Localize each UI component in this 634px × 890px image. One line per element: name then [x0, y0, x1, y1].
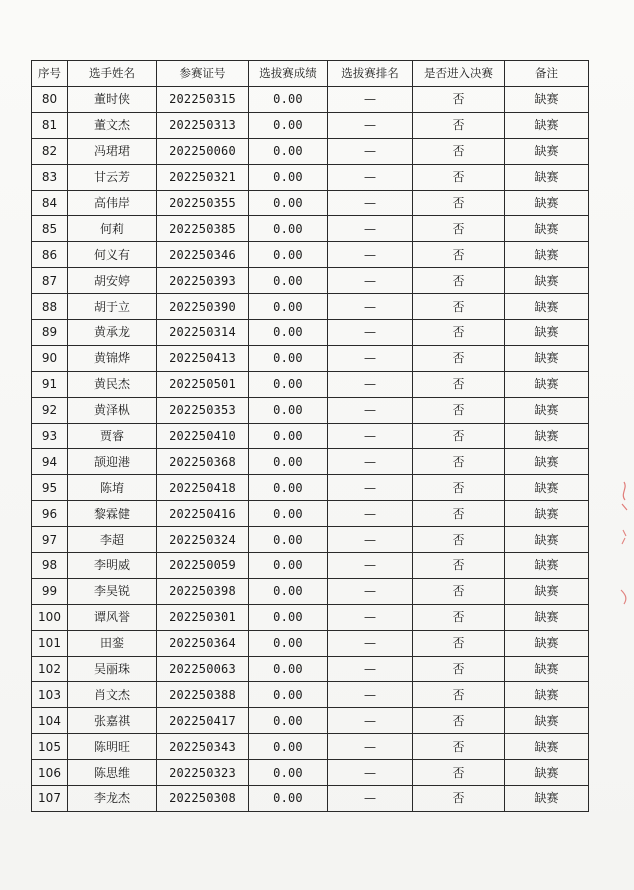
cell-rank: — — [328, 553, 413, 579]
cell-score: 0.00 — [249, 320, 328, 346]
cell-name: 黎霖健 — [68, 501, 157, 527]
cell-serial: 88 — [32, 294, 68, 320]
cell-name: 胡安婷 — [68, 268, 157, 294]
cell-final: 否 — [413, 708, 505, 734]
cell-rank: — — [328, 190, 413, 216]
cell-name: 颉迎港 — [68, 449, 157, 475]
table-row — [32, 138, 589, 164]
cell-serial: 91 — [32, 371, 68, 397]
cell-cert-no: 202250410 — [157, 423, 249, 449]
cell-rank: — — [328, 138, 413, 164]
cell-note: 缺赛 — [505, 553, 589, 579]
cell-note: 缺赛 — [505, 423, 589, 449]
cell-rank: — — [328, 630, 413, 656]
cell-cert-no: 202250063 — [157, 656, 249, 682]
cell-name: 谭风誉 — [68, 604, 157, 630]
cell-serial: 92 — [32, 397, 68, 423]
cell-serial: 99 — [32, 578, 68, 604]
cell-rank: — — [328, 294, 413, 320]
cell-name: 陈堉 — [68, 475, 157, 501]
table-row — [32, 87, 589, 113]
cell-score: 0.00 — [249, 475, 328, 501]
cell-serial: 95 — [32, 475, 68, 501]
cell-name: 董时侠 — [68, 87, 157, 113]
cell-serial: 101 — [32, 630, 68, 656]
cell-rank: — — [328, 527, 413, 553]
cell-final: 否 — [413, 190, 505, 216]
cell-name: 吴丽珠 — [68, 656, 157, 682]
cell-final: 否 — [413, 656, 505, 682]
cell-score: 0.00 — [249, 553, 328, 579]
cell-final: 否 — [413, 786, 505, 812]
cell-final: 否 — [413, 164, 505, 190]
table-row — [32, 553, 589, 579]
cell-serial: 102 — [32, 656, 68, 682]
cell-name: 甘云芳 — [68, 164, 157, 190]
cell-final: 否 — [413, 320, 505, 346]
cell-cert-no: 202250321 — [157, 164, 249, 190]
header-rank: 选拔赛排名 — [328, 61, 413, 87]
cell-rank: — — [328, 604, 413, 630]
cell-score: 0.00 — [249, 164, 328, 190]
cell-final: 否 — [413, 604, 505, 630]
cell-note: 缺赛 — [505, 112, 589, 138]
cell-note: 缺赛 — [505, 216, 589, 242]
header-score: 选拔赛成绩 — [249, 61, 328, 87]
cell-name: 董文杰 — [68, 112, 157, 138]
cell-cert-no: 202250417 — [157, 708, 249, 734]
cell-serial: 81 — [32, 112, 68, 138]
cell-rank: — — [328, 682, 413, 708]
table-row — [32, 501, 589, 527]
cell-name: 张嘉祺 — [68, 708, 157, 734]
cell-final: 否 — [413, 345, 505, 371]
cell-name: 贾睿 — [68, 423, 157, 449]
cell-final: 否 — [413, 734, 505, 760]
cell-rank: — — [328, 87, 413, 113]
cell-rank: — — [328, 112, 413, 138]
cell-score: 0.00 — [249, 112, 328, 138]
table-row — [32, 190, 589, 216]
cell-rank: — — [328, 397, 413, 423]
table-row — [32, 786, 589, 812]
cell-final: 否 — [413, 475, 505, 501]
cell-name: 何莉 — [68, 216, 157, 242]
cell-final: 否 — [413, 294, 505, 320]
cell-note: 缺赛 — [505, 630, 589, 656]
cell-rank: — — [328, 268, 413, 294]
cell-cert-no: 202250343 — [157, 734, 249, 760]
cell-serial: 82 — [32, 138, 68, 164]
cell-rank: — — [328, 423, 413, 449]
cell-cert-no: 202250416 — [157, 501, 249, 527]
cell-cert-no: 202250355 — [157, 190, 249, 216]
cell-note: 缺赛 — [505, 656, 589, 682]
cell-note: 缺赛 — [505, 734, 589, 760]
cell-note: 缺赛 — [505, 138, 589, 164]
cell-cert-no: 202250313 — [157, 112, 249, 138]
table-row — [32, 423, 589, 449]
cell-note: 缺赛 — [505, 760, 589, 786]
cell-serial: 89 — [32, 320, 68, 346]
cell-score: 0.00 — [249, 501, 328, 527]
cell-cert-no: 202250324 — [157, 527, 249, 553]
cell-note: 缺赛 — [505, 475, 589, 501]
cell-score: 0.00 — [249, 578, 328, 604]
cell-final: 否 — [413, 216, 505, 242]
cell-cert-no: 202250368 — [157, 449, 249, 475]
cell-score: 0.00 — [249, 138, 328, 164]
cell-note: 缺赛 — [505, 164, 589, 190]
cell-note: 缺赛 — [505, 320, 589, 346]
cell-name: 黄承龙 — [68, 320, 157, 346]
cell-score: 0.00 — [249, 682, 328, 708]
cell-serial: 90 — [32, 345, 68, 371]
cell-name: 何义有 — [68, 242, 157, 268]
table-row — [32, 682, 589, 708]
cell-serial: 107 — [32, 786, 68, 812]
cell-score: 0.00 — [249, 656, 328, 682]
cell-serial: 93 — [32, 423, 68, 449]
cell-rank: — — [328, 371, 413, 397]
cell-cert-no: 202250393 — [157, 268, 249, 294]
cell-final: 否 — [413, 682, 505, 708]
table-row — [32, 242, 589, 268]
table-row — [32, 656, 589, 682]
cell-cert-no: 202250314 — [157, 320, 249, 346]
cell-score: 0.00 — [249, 216, 328, 242]
cell-note: 缺赛 — [505, 87, 589, 113]
cell-serial: 106 — [32, 760, 68, 786]
cell-rank: — — [328, 501, 413, 527]
cell-cert-no: 202250346 — [157, 242, 249, 268]
cell-cert-no: 202250353 — [157, 397, 249, 423]
table-header-row — [32, 61, 589, 87]
cell-name: 黄泽枞 — [68, 397, 157, 423]
table-row — [32, 397, 589, 423]
cell-final: 否 — [413, 760, 505, 786]
cell-cert-no: 202250301 — [157, 604, 249, 630]
cell-final: 否 — [413, 423, 505, 449]
cell-final: 否 — [413, 138, 505, 164]
cell-cert-no: 202250308 — [157, 786, 249, 812]
cell-score: 0.00 — [249, 345, 328, 371]
cell-score: 0.00 — [249, 630, 328, 656]
cell-score: 0.00 — [249, 294, 328, 320]
cell-serial: 100 — [32, 604, 68, 630]
cell-note: 缺赛 — [505, 190, 589, 216]
cell-name: 李明威 — [68, 553, 157, 579]
cell-name: 李超 — [68, 527, 157, 553]
cell-cert-no: 202250059 — [157, 553, 249, 579]
cell-final: 否 — [413, 501, 505, 527]
cell-score: 0.00 — [249, 708, 328, 734]
cell-serial: 97 — [32, 527, 68, 553]
table-row — [32, 371, 589, 397]
cell-final: 否 — [413, 112, 505, 138]
cell-serial: 104 — [32, 708, 68, 734]
cell-score: 0.00 — [249, 423, 328, 449]
cell-rank: — — [328, 708, 413, 734]
cell-name: 李龙杰 — [68, 786, 157, 812]
cell-cert-no: 202250390 — [157, 294, 249, 320]
header-final: 是否进入决赛 — [413, 61, 505, 87]
cell-cert-no: 202250385 — [157, 216, 249, 242]
cell-score: 0.00 — [249, 190, 328, 216]
cell-final: 否 — [413, 268, 505, 294]
cell-rank: — — [328, 449, 413, 475]
cell-note: 缺赛 — [505, 682, 589, 708]
cell-name: 李昊锐 — [68, 578, 157, 604]
header-cert-no: 参赛证号 — [157, 61, 249, 87]
cell-note: 缺赛 — [505, 268, 589, 294]
cell-cert-no: 202250398 — [157, 578, 249, 604]
cell-rank: — — [328, 164, 413, 190]
header-note: 备注 — [505, 61, 589, 87]
cell-final: 否 — [413, 449, 505, 475]
cell-cert-no: 202250315 — [157, 87, 249, 113]
cell-final: 否 — [413, 578, 505, 604]
results-table — [31, 60, 589, 812]
table-row — [32, 268, 589, 294]
cell-final: 否 — [413, 87, 505, 113]
table-row — [32, 734, 589, 760]
cell-note: 缺赛 — [505, 294, 589, 320]
cell-serial: 98 — [32, 553, 68, 579]
table-body — [32, 87, 589, 812]
cell-serial: 86 — [32, 242, 68, 268]
cell-name: 陈明旺 — [68, 734, 157, 760]
cell-serial: 103 — [32, 682, 68, 708]
cell-score: 0.00 — [249, 268, 328, 294]
cell-cert-no: 202250388 — [157, 682, 249, 708]
cell-rank: — — [328, 760, 413, 786]
table-row — [32, 578, 589, 604]
table-row — [32, 216, 589, 242]
cell-note: 缺赛 — [505, 786, 589, 812]
cell-serial: 87 — [32, 268, 68, 294]
cell-rank: — — [328, 578, 413, 604]
cell-serial: 85 — [32, 216, 68, 242]
cell-cert-no: 202250413 — [157, 345, 249, 371]
cell-final: 否 — [413, 527, 505, 553]
cell-name: 黄民杰 — [68, 371, 157, 397]
table-row — [32, 449, 589, 475]
cell-note: 缺赛 — [505, 708, 589, 734]
table-row — [32, 708, 589, 734]
cell-rank: — — [328, 734, 413, 760]
cell-rank: — — [328, 345, 413, 371]
header-serial: 序号 — [32, 61, 68, 87]
cell-cert-no: 202250501 — [157, 371, 249, 397]
cell-serial: 84 — [32, 190, 68, 216]
cell-serial: 96 — [32, 501, 68, 527]
cell-score: 0.00 — [249, 397, 328, 423]
header-name: 选手姓名 — [68, 61, 157, 87]
cell-name: 肖文杰 — [68, 682, 157, 708]
cell-note: 缺赛 — [505, 578, 589, 604]
cell-note: 缺赛 — [505, 371, 589, 397]
cell-rank: — — [328, 475, 413, 501]
cell-score: 0.00 — [249, 786, 328, 812]
red-seal-fragment — [616, 480, 632, 610]
table-row — [32, 294, 589, 320]
table-row — [32, 604, 589, 630]
cell-note: 缺赛 — [505, 397, 589, 423]
cell-note: 缺赛 — [505, 501, 589, 527]
cell-cert-no: 202250418 — [157, 475, 249, 501]
cell-note: 缺赛 — [505, 604, 589, 630]
cell-name: 胡于立 — [68, 294, 157, 320]
cell-score: 0.00 — [249, 87, 328, 113]
cell-score: 0.00 — [249, 734, 328, 760]
cell-final: 否 — [413, 630, 505, 656]
cell-note: 缺赛 — [505, 449, 589, 475]
cell-serial: 83 — [32, 164, 68, 190]
table-row — [32, 320, 589, 346]
cell-score: 0.00 — [249, 527, 328, 553]
cell-rank: — — [328, 656, 413, 682]
table-row — [32, 112, 589, 138]
cell-name: 黄锦烨 — [68, 345, 157, 371]
cell-rank: — — [328, 320, 413, 346]
cell-rank: — — [328, 242, 413, 268]
cell-name: 冯珺珺 — [68, 138, 157, 164]
cell-name: 田銮 — [68, 630, 157, 656]
cell-serial: 105 — [32, 734, 68, 760]
cell-rank: — — [328, 216, 413, 242]
cell-final: 否 — [413, 553, 505, 579]
cell-final: 否 — [413, 371, 505, 397]
cell-serial: 94 — [32, 449, 68, 475]
table-row — [32, 630, 589, 656]
cell-cert-no: 202250323 — [157, 760, 249, 786]
cell-serial: 80 — [32, 87, 68, 113]
table-row — [32, 164, 589, 190]
cell-score: 0.00 — [249, 242, 328, 268]
cell-final: 否 — [413, 397, 505, 423]
cell-cert-no: 202250060 — [157, 138, 249, 164]
cell-score: 0.00 — [249, 371, 328, 397]
cell-note: 缺赛 — [505, 242, 589, 268]
cell-final: 否 — [413, 242, 505, 268]
cell-score: 0.00 — [249, 604, 328, 630]
cell-cert-no: 202250364 — [157, 630, 249, 656]
cell-note: 缺赛 — [505, 345, 589, 371]
table-row — [32, 527, 589, 553]
cell-name: 陈思维 — [68, 760, 157, 786]
table-row — [32, 475, 589, 501]
cell-note: 缺赛 — [505, 527, 589, 553]
table-row — [32, 345, 589, 371]
cell-score: 0.00 — [249, 449, 328, 475]
cell-rank: — — [328, 786, 413, 812]
cell-name: 高伟岸 — [68, 190, 157, 216]
cell-score: 0.00 — [249, 760, 328, 786]
table-row — [32, 760, 589, 786]
